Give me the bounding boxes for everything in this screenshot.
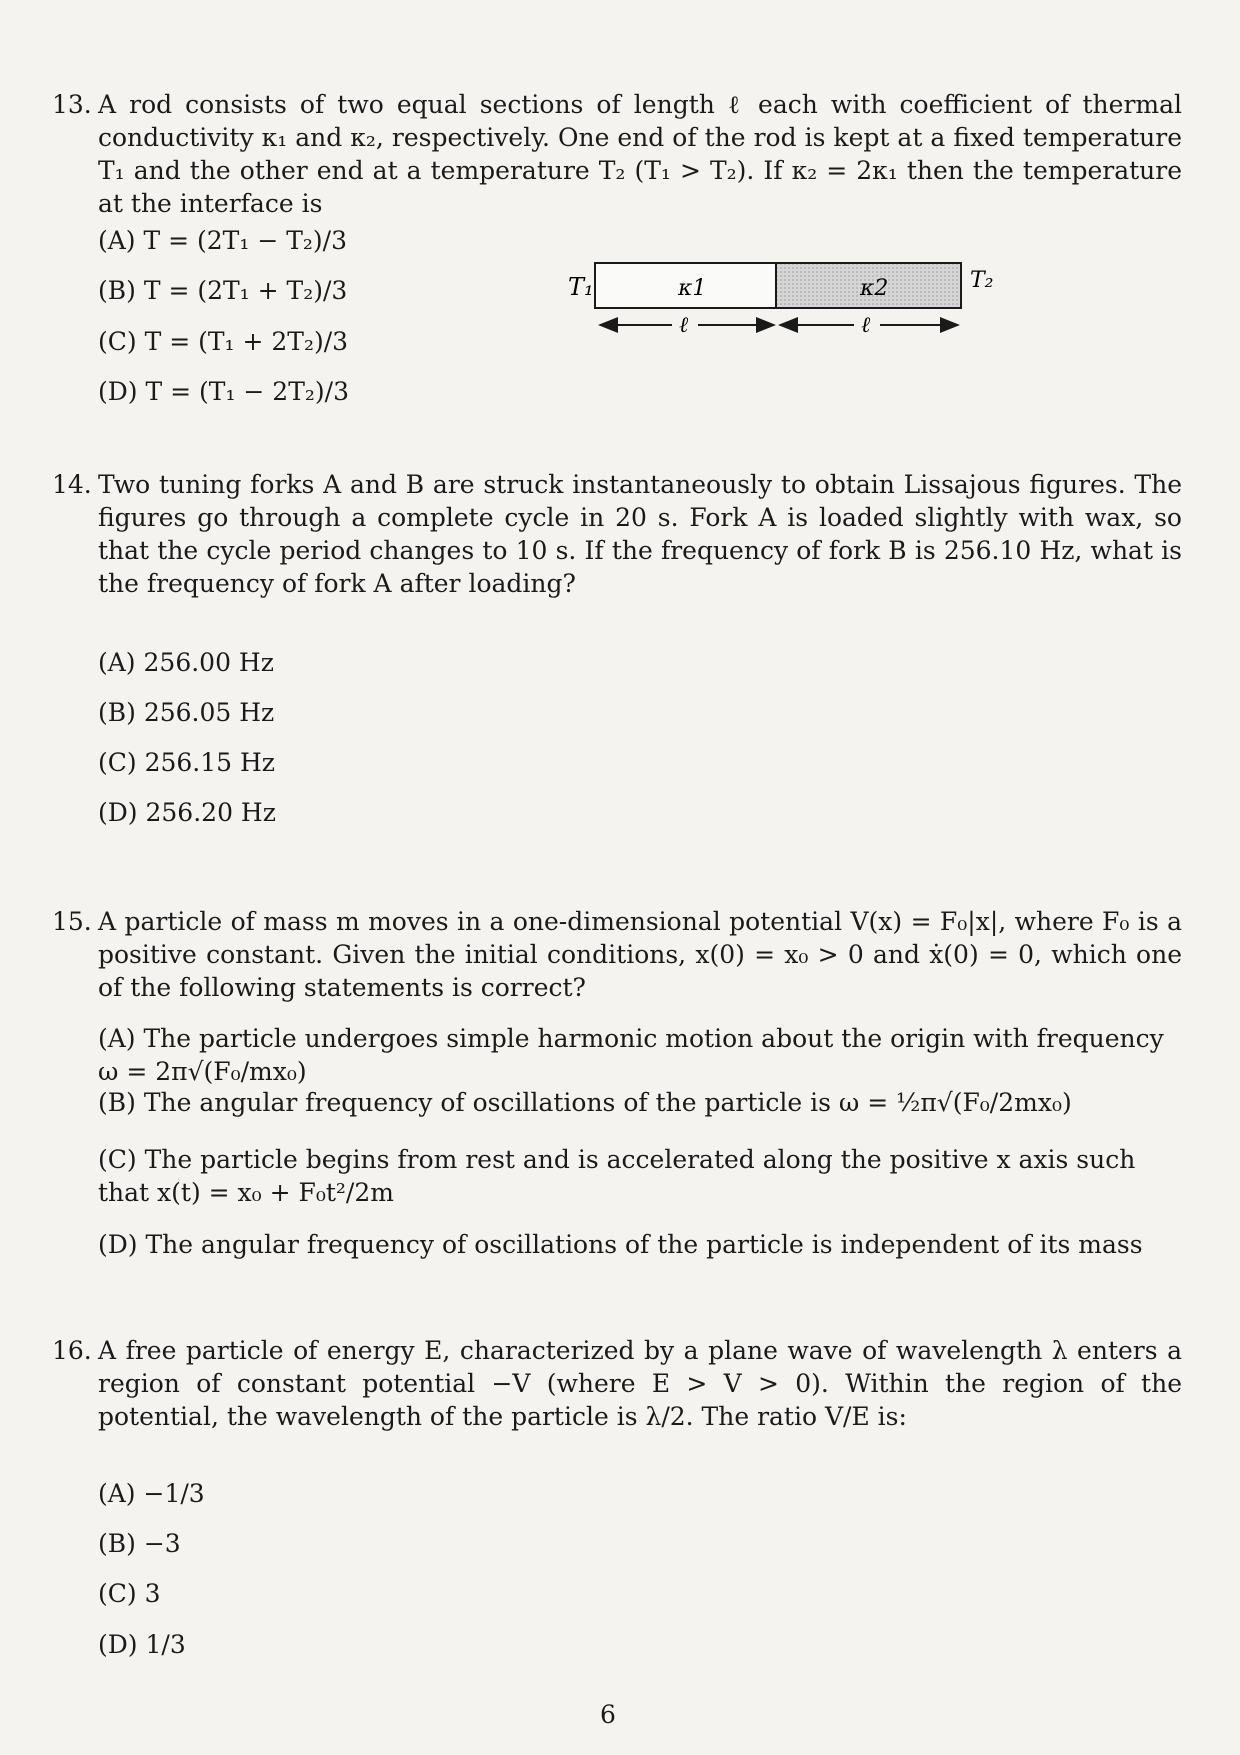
option-c: (C) T = (T₁ + 2T₂)/3 (98, 327, 349, 356)
question-number: 16. (52, 1336, 92, 1365)
option-c: (C) 256.15 Hz (98, 748, 275, 777)
option-b: (B) −3 (98, 1529, 181, 1558)
option-b: (B) 256.05 Hz (98, 698, 275, 727)
option-c: (C) The particle begins from rest and is accelerated along the positive x axis such that x(t) = x₀ + F₀t²/2m (98, 1145, 1136, 1207)
question-number: 14. (52, 470, 92, 499)
question-16 (52, 1334, 1182, 1433)
question-number: 15. (52, 907, 92, 936)
question-stem: A free particle of energy E, characterized by a plane wave of wavelength λ enters a region of constant potential −V (where E > V > 0). Within the region of the potential, the wavelength of the particle is λ/2. The ratio V/E is: (98, 1336, 1182, 1431)
option-d: (D) The angular frequency of oscillations of the particle is independent of its mass (98, 1230, 1143, 1259)
question-stem: A rod consists of two equal sections of length ℓ each with coefficient of thermal conductivity κ₁ and κ₂, respectively. One end of the rod is kept at a fixed temperature T₁ and the other end at a temperature T₂ (T₁ > T₂). If κ₂ = 2κ₁ then the temperature at the interface is (98, 90, 1182, 218)
length2-label: ℓ (861, 313, 871, 338)
question-15 (52, 905, 1182, 1004)
option-c: (C) 3 (98, 1579, 161, 1608)
question-number: 13. (52, 90, 92, 119)
option-a: (A) The particle undergoes simple harmonic motion about the origin with frequency ω = 2π√(F₀/mx₀) (98, 1024, 1164, 1086)
option-a: (A) 256.00 Hz (98, 648, 274, 677)
length1-label: ℓ (679, 313, 689, 338)
page-number: 6 (600, 1700, 616, 1729)
option-d: (D) 256.20 Hz (98, 798, 276, 827)
option-a: (A) −1/3 (98, 1479, 205, 1508)
option-d: (D) 1/3 (98, 1630, 186, 1659)
question-14 (52, 468, 1182, 600)
rod-diagram (560, 255, 1000, 345)
kappa2-label: κ2 (860, 276, 889, 301)
kappa1-label: κ1 (678, 276, 707, 301)
question-13 (52, 88, 1182, 220)
option-b: (B) T = (2T₁ + T₂)/3 (98, 276, 348, 305)
t2-label: T₂ (970, 268, 994, 293)
option-a: (A) T = (2T₁ − T₂)/3 (98, 226, 347, 255)
option-b: (B) The angular frequency of oscillations of the particle is ω = ½π√(F₀/2mx₀) (98, 1088, 1072, 1117)
question-stem: A particle of mass m moves in a one-dimensional potential V(x) = F₀|x|, where F₀ is a positive constant. Given the initial conditions, x(0) = x₀ > 0 and ẋ(0) = 0, which one of the following statements is correct? (98, 907, 1182, 1002)
t1-label: T₁ (568, 273, 594, 301)
question-stem: Two tuning forks A and B are struck instantaneously to obtain Lissajous figures. The figures go through a complete cycle in 20 s. Fork A is loaded slightly with wax, so that the cycle period changes to 10 s. If the frequency of fork B is 256.10 Hz, what is the frequency of fork A after loading? (98, 470, 1182, 598)
option-d: (D) T = (T₁ − 2T₂)/3 (98, 377, 349, 406)
